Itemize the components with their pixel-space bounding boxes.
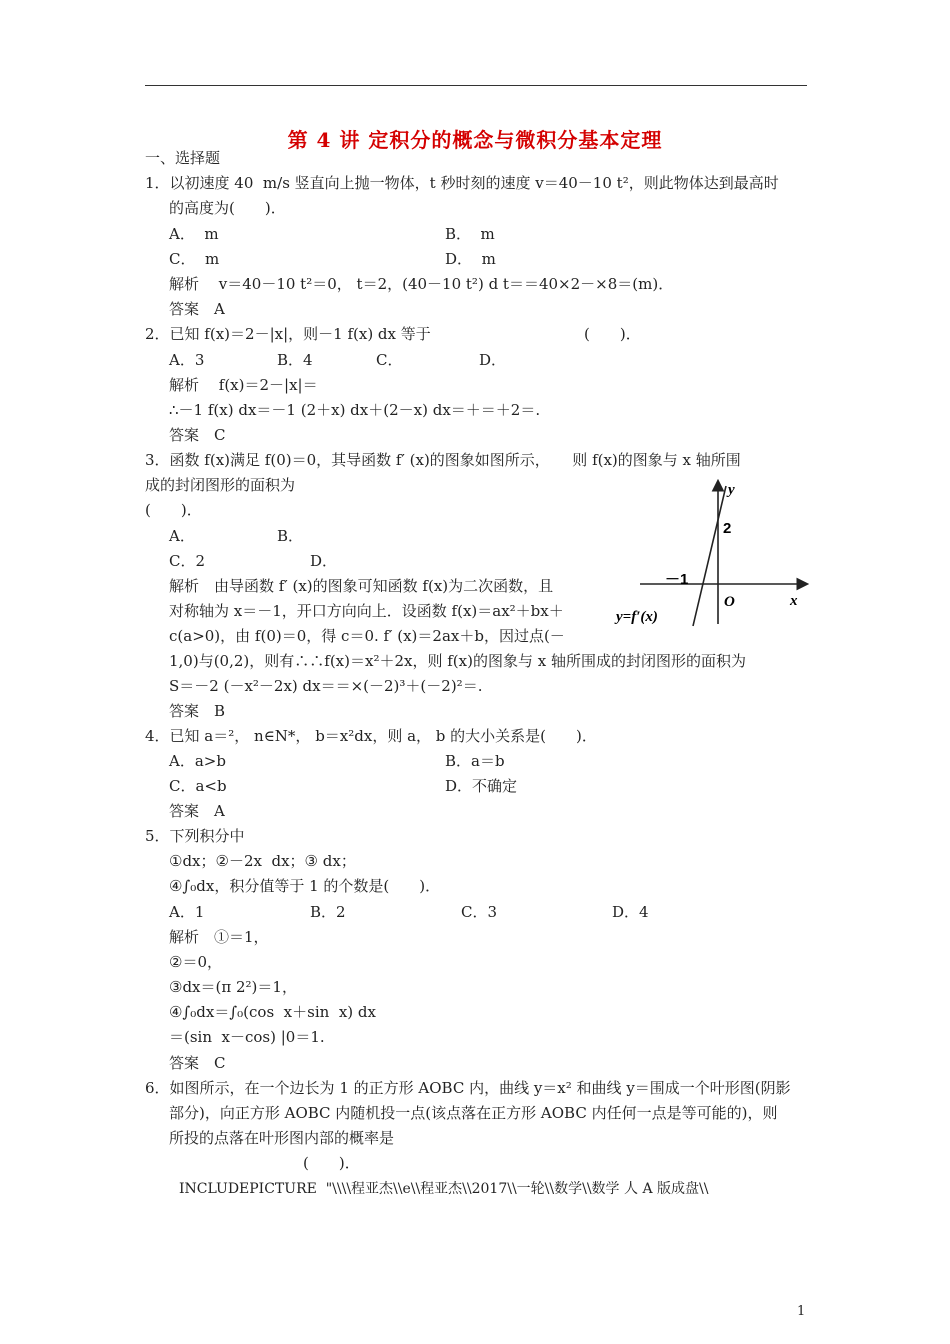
q5-solution-line1: 解析 ①＝1， <box>169 928 269 946</box>
q1-stem-line1: 1．以初速度 40 m/s 竖直向上抛一物体，t 秒时刻的速度 v＝40－10 t²，则此物体达到最高时 <box>145 174 779 192</box>
q2-option-a: A．3 <box>169 351 205 369</box>
q5-solution-line4: ④∫₀dx＝∫₀(cos x＋sin x) dx <box>169 1003 376 1021</box>
q1-option-a: A． m <box>169 225 219 243</box>
q3-option-c: C．2 <box>169 552 206 570</box>
q1-answer: 答案 A <box>169 300 225 318</box>
q3-stem-line2: 成的封闭图形的面积为 <box>145 476 296 494</box>
q5-solution-line3: ③dx＝(π 2²)＝1， <box>169 978 297 996</box>
page-title: 第 4 讲 定积分的概念与微积分基本定理 <box>287 128 663 152</box>
q3-option-b: B． <box>277 527 304 545</box>
q2-option-b: B．4 <box>277 351 313 369</box>
q3-answer: 答案 B <box>169 702 226 720</box>
q6-stem-line1: 6．如图所示，在一个边长为 1 的正方形 AOBC 内，曲线 y＝x² 和曲线 y＝围成一个叶形图(阴影 <box>145 1079 791 1097</box>
q3-solution-line4: 1,0)与(0,2)，则有∴∴f(x)＝x²＋2x，则 f(x)的图象与 x 轴所围成的封闭图形的面积为 <box>169 652 746 670</box>
q2-option-c: C． <box>376 351 403 369</box>
q5-solution-line2: ②＝0， <box>169 953 222 971</box>
q6-stem-line2: 部分)，向正方形 AOBC 内随机投一点(该点落在正方形 AOBC 内任何一点是等可能的)，则 <box>169 1104 778 1122</box>
q3-solution-line1: 解析 由导函数 f′ (x)的图象可知函数 f(x)为二次函数，且 <box>169 577 554 595</box>
section-heading: 一、选择题 <box>145 149 221 167</box>
q2-stem: 2．已知 f(x)＝2－|x|，则－1 f(x) dx 等于 <box>145 325 431 343</box>
q1-option-d: D． m <box>445 250 496 268</box>
q4-stem: 4．已知 a＝²， n∈N*， b＝x²dx，则 a， b 的大小关系是( )． <box>145 727 597 745</box>
origin-label: O <box>724 594 735 610</box>
q2-solution-line2: ∴－1 f(x) dx＝－1 (2＋x) dx＋(2－x) dx＝＋＝＋2＝. <box>169 401 541 419</box>
q5-option-a: A．1 <box>169 903 205 921</box>
q5-option-c: C．3 <box>461 903 498 921</box>
q4-option-c: C．a<b <box>169 777 227 795</box>
q5-option-d: D．4 <box>612 903 649 921</box>
q2-option-d: D． <box>479 351 507 369</box>
include-picture-field: INCLUDEPICTURE "\\\\程亚杰\\e\\程亚杰\\2017\\一轮\\数学\\数学 人 A 版成盘\\ <box>179 1181 709 1197</box>
q2-answer: 答案 C <box>169 426 226 444</box>
q5-solution-line5: ＝(sin x－cos) |0＝1. <box>169 1028 325 1046</box>
q3-solution-line2: 对称轴为 x＝－1，开口方向向上．设函数 f(x)＝ax²＋bx＋ <box>169 602 564 620</box>
q3-stem-line3: ( )． <box>145 501 202 519</box>
derivative-line <box>693 486 726 626</box>
q1-stem-line2: 的高度为( )． <box>169 199 286 217</box>
q4-option-d: D．不确定 <box>445 777 518 795</box>
q3-option-d: D． <box>310 552 338 570</box>
q5-option-b: B．2 <box>310 903 346 921</box>
q1-solution: 解析 v＝40－10 t²＝0， t＝2，(40－10 t²) d t＝＝40×2－×8＝(m)． <box>169 275 674 293</box>
q1-option-c: C． m <box>169 250 220 268</box>
q4-answer: 答案 A <box>169 802 225 820</box>
q2-paren: ( )． <box>584 325 641 343</box>
curve-label: y=f′(x) <box>616 609 658 625</box>
q4-option-b: B．a＝b <box>445 752 505 770</box>
x-tick-label: －1 <box>665 571 689 588</box>
q4-option-a: A．a>b <box>169 752 226 770</box>
y-axis-label: y <box>728 482 735 498</box>
header-rule <box>145 85 807 86</box>
q6-paren: ( )． <box>303 1154 360 1172</box>
q5-line2: ①dx；②－2x dx；③ dx； <box>169 852 356 870</box>
derivative-graph <box>616 478 810 628</box>
q3-stem-line1: 3．函数 f(x)满足 f(0)＝0，其导函数 f′ (x)的图象如图所示， 则 f(x)的图象与 x 轴所围 <box>145 451 741 469</box>
q1-option-b: B． m <box>445 225 495 243</box>
q2-solution-line1: 解析 f(x)＝2－|x|＝ <box>169 376 318 394</box>
q3-solution-line5: S＝－2 (－x²－2x) dx＝＝×(－2)³＋(－2)²＝. <box>169 677 483 695</box>
q3-option-a: A． <box>169 527 195 545</box>
q5-stem: 5．下列积分中 <box>145 827 245 845</box>
q5-line3: ④∫₀dx，积分值等于 1 的个数是( )． <box>169 877 441 895</box>
page-number: 1 <box>797 1304 806 1319</box>
q6-stem-line3: 所投的点落在叶形图内部的概率是 <box>169 1129 395 1147</box>
q5-answer: 答案 C <box>169 1054 226 1072</box>
q3-solution-line3: c(a>0)，由 f(0)＝0，得 c＝0. f′ (x)＝2ax＋b，因过点(－ <box>169 627 565 645</box>
x-axis-label: x <box>790 593 798 609</box>
y-tick-label: 2 <box>723 520 732 537</box>
